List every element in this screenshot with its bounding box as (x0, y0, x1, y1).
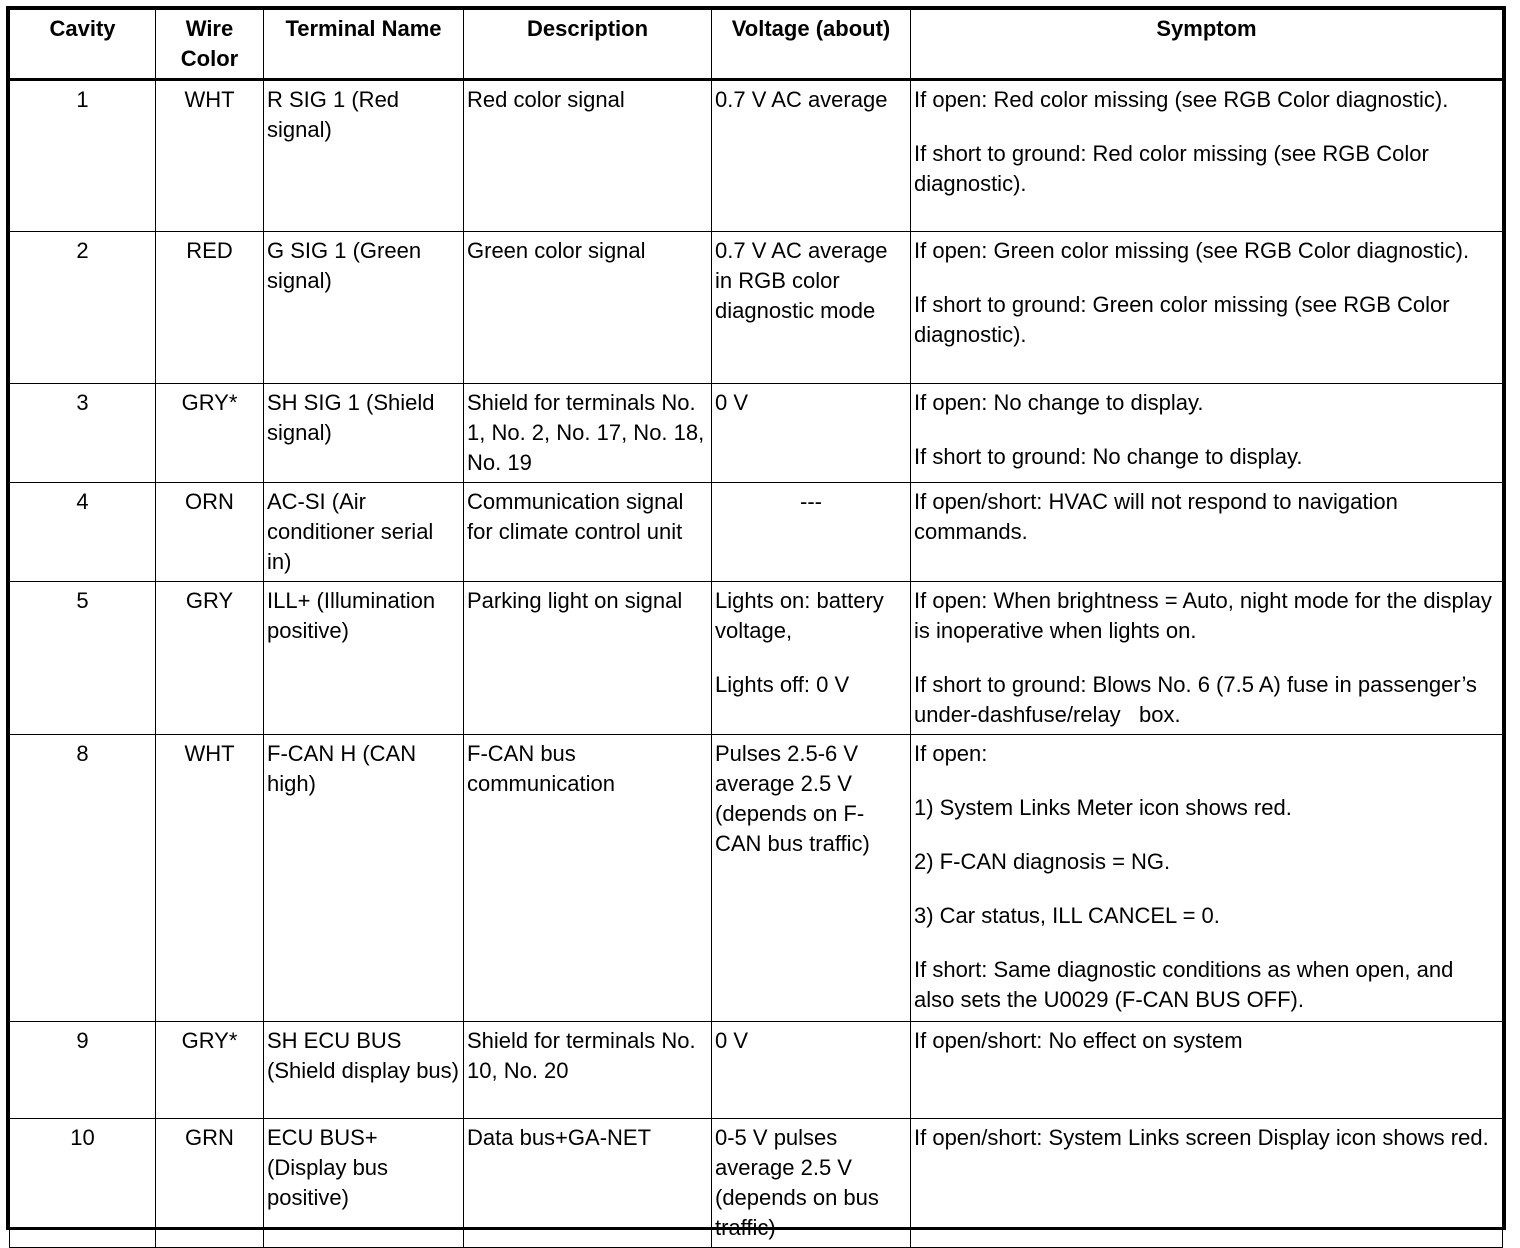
wire-color-cell: RED (156, 232, 264, 384)
table-row (10, 735, 1503, 1022)
wire-color-cell: WHT (156, 735, 264, 1022)
description-cell: Shield for terminals No. 1, No. 2, No. 17, No. 18, No. 19 (464, 384, 712, 483)
symptom-cell (911, 735, 1503, 1022)
terminal-name-cell: AC-SI (Air conditioner serial in) (264, 483, 464, 582)
wire-color-cell: GRY (156, 582, 264, 735)
description-cell: Red color signal (464, 80, 712, 232)
voltage-line: 0 V (715, 390, 749, 415)
cavity-cell: 8 (10, 735, 156, 1022)
symptom-line: If short: Same diagnostic conditions as when open, and also sets the U0029 (F-CAN BUS OFF). (914, 957, 1454, 1012)
voltage-line: Lights off: 0 V (715, 672, 850, 697)
symptom-line: If short to ground: Blows No. 6 (7.5 A) fuse in passenger’s under-dashfuse/relay box. (914, 672, 1484, 727)
symptom-line: If short to ground: Red color missing (see RGB Color diagnostic). (914, 141, 1429, 196)
voltage-line: --- (800, 489, 822, 514)
description-cell: Communication signal for climate control unit (464, 483, 712, 582)
symptom-line: If open/short: System Links screen Display icon shows red. (914, 1125, 1489, 1150)
voltage-cell (712, 483, 911, 582)
table-body (10, 80, 1503, 1248)
symptom-line: If open: No change to display. (914, 390, 1204, 415)
terminal-name-cell: ECU BUS+ (Display bus positive) (264, 1119, 464, 1248)
table-row (10, 232, 1503, 384)
voltage-cell (712, 1022, 911, 1119)
description-cell: Green color signal (464, 232, 712, 384)
description-cell: F-CAN bus communication (464, 735, 712, 1022)
voltage-cell (712, 582, 911, 735)
table-header-row (10, 10, 1503, 80)
wire-color-cell: GRN (156, 1119, 264, 1248)
symptom-cell (911, 384, 1503, 483)
connector-table-frame (6, 6, 1506, 1240)
symptom-line: If open/short: HVAC will not respond to navigation commands. (914, 489, 1398, 544)
symptom-line: If open: Red color missing (see RGB Color diagnostic). (914, 87, 1449, 112)
cavity-cell: 5 (10, 582, 156, 735)
cavity-cell: 10 (10, 1119, 156, 1248)
symptom-cell (911, 483, 1503, 582)
symptom-line: 1) System Links Meter icon shows red. (914, 795, 1292, 820)
terminal-name-cell: SH ECU BUS (Shield display bus) (264, 1022, 464, 1119)
header-wire-color: Wire Color (156, 10, 264, 80)
description-cell: Parking light on signal (464, 582, 712, 735)
symptom-line: If short to ground: No change to display. (914, 444, 1303, 469)
symptom-cell (911, 80, 1503, 232)
symptom-cell (911, 1022, 1503, 1119)
symptom-cell (911, 1119, 1503, 1248)
table-row (10, 483, 1503, 582)
description-cell: Shield for terminals No. 10, No. 20 (464, 1022, 712, 1119)
voltage-cell (712, 80, 911, 232)
table-row (10, 1119, 1503, 1248)
terminal-name-cell: G SIG 1 (Green signal) (264, 232, 464, 384)
table-row (10, 582, 1503, 735)
header-description: Description (464, 10, 712, 80)
symptom-cell (911, 232, 1503, 384)
terminal-name-cell: SH SIG 1 (Shield signal) (264, 384, 464, 483)
symptom-line: If open: When brightness = Auto, night mode for the display is inoperative when lights on. (914, 588, 1492, 643)
voltage-line: Pulses 2.5-6 V average 2.5 V (depends on F-CAN bus traffic) (715, 741, 870, 856)
terminal-name-cell: F-CAN H (CAN high) (264, 735, 464, 1022)
symptom-line: 2) F-CAN diagnosis = NG. (914, 849, 1171, 874)
wire-color-cell: WHT (156, 80, 264, 232)
header-cavity: Cavity (10, 10, 156, 80)
header-symptom: Symptom (911, 10, 1503, 80)
table-row (10, 384, 1503, 483)
cavity-cell: 1 (10, 80, 156, 232)
voltage-line: 0-5 V pulses average 2.5 V (depends on bus traffic) (715, 1125, 879, 1240)
voltage-line: Lights on: battery voltage, (715, 588, 884, 643)
header-voltage: Voltage (about) (712, 10, 911, 80)
symptom-cell (911, 582, 1503, 735)
wire-color-cell: GRY* (156, 384, 264, 483)
header-terminal-name: Terminal Name (264, 10, 464, 80)
description-cell: Data bus+GA-NET (464, 1119, 712, 1248)
wire-color-cell: GRY* (156, 1022, 264, 1119)
voltage-cell (712, 1119, 911, 1248)
symptom-line: If open/short: No effect on system (914, 1028, 1243, 1053)
symptom-line: If open: (914, 741, 988, 766)
symptom-line: 3) Car status, ILL CANCEL = 0. (914, 903, 1220, 928)
terminal-name-cell: ILL+ (Illumination positive) (264, 582, 464, 735)
table-row (10, 80, 1503, 232)
symptom-line: If open: Green color missing (see RGB Color diagnostic). (914, 238, 1470, 263)
voltage-cell (712, 384, 911, 483)
connector-terminal-table (9, 9, 1503, 1248)
voltage-line: 0.7 V AC average in RGB color diagnostic mode (715, 238, 888, 323)
cavity-cell: 2 (10, 232, 156, 384)
voltage-cell (712, 735, 911, 1022)
wire-color-cell: ORN (156, 483, 264, 582)
cavity-cell: 4 (10, 483, 156, 582)
symptom-line: If short to ground: Green color missing (see RGB Color diagnostic). (914, 292, 1450, 347)
terminal-name-cell: R SIG 1 (Red signal) (264, 80, 464, 232)
voltage-line: 0.7 V AC average (715, 87, 888, 112)
voltage-line: 0 V (715, 1028, 749, 1053)
table-row (10, 1022, 1503, 1119)
cavity-cell: 3 (10, 384, 156, 483)
cavity-cell: 9 (10, 1022, 156, 1119)
voltage-cell (712, 232, 911, 384)
